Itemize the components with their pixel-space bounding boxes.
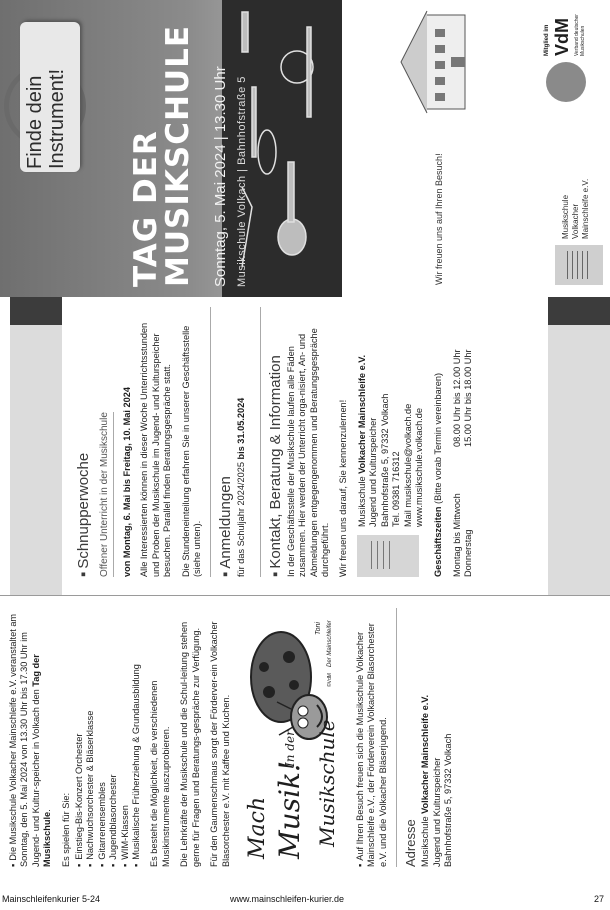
divider <box>396 608 397 867</box>
instruments-paragraph: Es besteht die Möglichkeit, die verschiedenen Musikinstrumente auszuprobieren. <box>149 680 171 867</box>
in-der-text: In der <box>282 730 297 767</box>
poster-image <box>0 0 342 297</box>
finde-text: Finde dein Instrument! <box>24 68 68 169</box>
ensembles-list <box>74 608 142 867</box>
bottom-band-dark <box>548 297 610 325</box>
top-band-dark <box>10 297 62 325</box>
divider <box>260 307 261 577</box>
vdm-copyright-text: ©VdM <box>326 673 333 687</box>
ensembles-heading: Es spielen für Sie: <box>60 792 71 867</box>
footer-publication: Mainschleifenkurier 5-24 <box>2 894 101 904</box>
vdm-sub-text: Verband deutscher Musikschulen <box>574 14 586 56</box>
schnupper-dates: von Montag, 6. Mai bis Freitag, 10. Mai 2024 <box>122 387 132 577</box>
poster-location: Musikschule Volkach | Bahnhofstraße 5 <box>236 76 248 287</box>
musik-text: Musik! <box>272 760 306 859</box>
music-staff-icon <box>555 245 603 285</box>
teachers-paragraph: Die Lehrkräfte der Musikschule und die Schul-leitung stehen gerne für Fragen und Beratungs-gespräche zur Verfügung. <box>179 621 201 867</box>
list-item: ▪ WIM-Klassen <box>120 608 131 867</box>
visit-text: Wir freuen uns auf Ihren Besuch! <box>434 153 444 285</box>
schnupper-heading: ▪ Schnupperwoche <box>75 307 92 577</box>
toni-text: Toni <box>314 622 322 635</box>
catering-paragraph: Für den Gaumenschmaus sorgt der Förderver-ein Volkacher Blasorchester e.V. mit Kaffee und Kuchen. <box>209 621 231 867</box>
contact-block: Musikschule Volkacher Mainschleife e.V. Jugend und Kulturspeicher Bahnhofstraße 5, 97332 Volkach Tel. 09381 716312 Mail musikschule@volkach.de www.musikschule.volkach.de <box>356 354 424 527</box>
vdm-member-text: Mitglied im <box>544 24 550 56</box>
kontakt-heading: ▪ Kontakt, Beratung & Information <box>267 307 284 577</box>
address-heading: Adresse <box>403 819 419 867</box>
musikschule-logo <box>555 165 605 285</box>
footer-website: www.mainschleifen-kurier.de <box>230 894 345 904</box>
zeiten-heading: Geschäftszeiten (Bitte vorab Termin vereinbaren) <box>433 372 444 577</box>
logo-line: Musikschule <box>561 194 570 239</box>
poster-title: TAG DER MUSIKSCHULE <box>128 24 196 287</box>
mach-text: Mach <box>244 796 270 859</box>
music-staff-logo-image <box>357 535 419 577</box>
list-item: ▪ Nachwuchsorchester & Bläserklasse <box>85 608 96 867</box>
list-item: ▪ Gitarrenensembles <box>97 608 108 867</box>
musikschule-script-text: Musikschule <box>314 719 339 847</box>
kennenlernen-text: Wir freuen uns darauf, Sie kennenzulernen! <box>338 399 349 577</box>
vdm-big-text: VdM <box>552 18 572 56</box>
poster-date: Sonntag, 5. Mai 2024 | 13.30 Uhr <box>212 66 229 287</box>
anmeldungen-text: für das Schuljahr 2024/2025 bis 31.05.2024 <box>236 397 247 577</box>
logo-line: Mainschleife e.V. <box>581 178 590 239</box>
vdm-emblem-icon <box>546 62 586 102</box>
column-poster <box>0 0 610 297</box>
mainschleifer-text: Der Mainschleifer <box>326 620 333 667</box>
intro-paragraph: ▪ Die Musikschule Volkacher Mainschleife e.V. veranstaltet am Sonntag, den 5. Mai 2024 von 13.30 Uhr bis 17.30 Uhr im Jugend- und Kultur-speicher in Volkach den Tag der Musikschule. <box>8 608 54 867</box>
schnupper-subheading: Offener Unterricht in der Musikschule <box>99 412 114 577</box>
footer-page-number: 27 <box>593 894 604 904</box>
top-band <box>10 297 62 595</box>
divider <box>210 307 211 577</box>
column-event-info <box>0 595 610 885</box>
kontakt-paragraph: In der Geschäftsstelle der Musikschule laufen alle Fäden zusammen. Hier werden der Unterricht orga-nisiert, An- und Abmeldungen entgegengenommen und Beratungsgespräche durchgeführt. <box>285 328 331 577</box>
vdm-logo <box>540 7 596 102</box>
anmeldungen-heading: ▪ Anmeldungen <box>217 307 234 577</box>
zeiten-table: Montag bis Mittwoch 08.00 Uhr bis 12.00 Uhr Donnerstag 15.00 Uhr bis 18.00 Uhr <box>451 349 474 577</box>
mach-musik-illustration <box>239 608 349 867</box>
visit-paragraph: ▪ Auf Ihren Besuch freuen sich die Musikschule Volkacher Mainschleife e.V., der Förderverein Volkacher Blasorchester e.V. und die Volkacher Bläserjugend. <box>355 608 389 867</box>
school-building-image <box>395 7 475 117</box>
bottom-band <box>548 297 610 595</box>
address-block: Musikschule Volkacher Mainschleife e.V. Jugend und Kulturspeicher Bahnhofstraße 5, 97332 Volkach <box>420 694 453 867</box>
column-schnupperwoche <box>10 297 610 595</box>
list-item: ▪ Musikalische Früherziehung & Grundausbildung <box>131 608 142 867</box>
logo-line: Volkacher <box>571 203 580 239</box>
list-item: ▪ Jugendblasorchester <box>108 608 119 867</box>
schnupper-paragraph-2: Die Stundeneinteilung erfahren Sie in unserer Geschäftsstelle (siehe unten). <box>180 325 203 577</box>
schnupper-paragraph-1: Alle Interessierten können in dieser Woche Unterrichtsstunden und Proben der Musikschule im Jugend- und Kulturspeicher besuchen. Parallel finden Beratungsgespräche statt. <box>139 322 173 577</box>
page-footer <box>0 888 610 910</box>
list-item: ▪ Einstieg-Bis-Konzert Orchester <box>74 608 85 867</box>
